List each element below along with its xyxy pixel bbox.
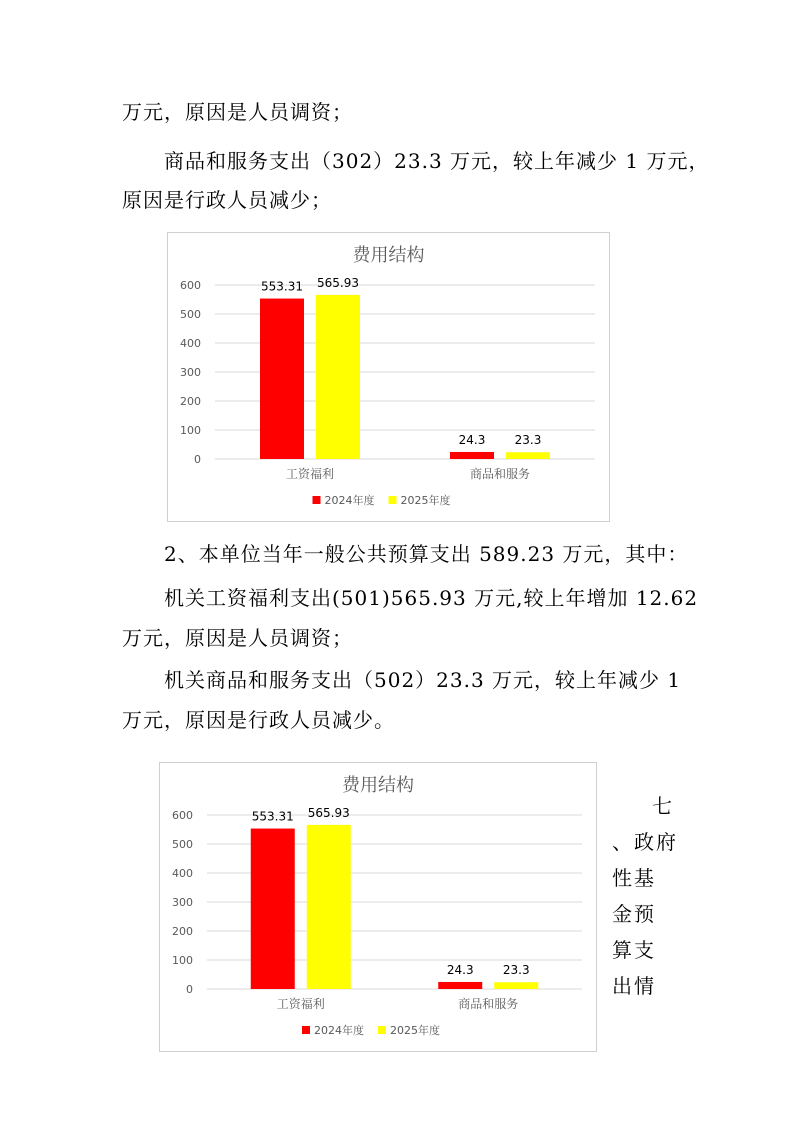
chart-title: 费用结构 xyxy=(352,245,425,266)
y-tick-label: 600 xyxy=(172,809,193,822)
bar xyxy=(450,452,494,459)
x-tick-label: 商品和服务 xyxy=(469,467,531,481)
x-tick-label: 商品和服务 xyxy=(458,997,519,1011)
data-label: 24.3 xyxy=(446,962,474,977)
bar xyxy=(260,299,304,459)
side-heading xyxy=(612,788,678,1004)
paragraph-line: 商品和服务支出（302）23.3 万元，较上年减少 1 万元， xyxy=(164,149,710,173)
bar xyxy=(438,982,482,989)
legend-swatch xyxy=(378,1026,386,1034)
legend-swatch xyxy=(302,1026,310,1034)
paragraph-line: 万元，原因是行政人员减少。 xyxy=(122,708,395,732)
x-tick-label: 工资福利 xyxy=(276,997,325,1011)
data-label: 23.3 xyxy=(502,963,530,978)
y-tick-label: 200 xyxy=(172,925,193,938)
bar xyxy=(316,295,360,459)
y-tick-label: 300 xyxy=(172,896,193,909)
x-tick-label: 工资福利 xyxy=(285,467,335,481)
legend-swatch xyxy=(313,496,321,504)
bar xyxy=(307,825,351,989)
data-label: 565.93 xyxy=(317,275,359,290)
data-label: 565.93 xyxy=(307,805,350,820)
bar-chart-2 xyxy=(160,763,596,1051)
legend-swatch xyxy=(389,496,397,504)
y-tick-label: 200 xyxy=(180,395,201,408)
side-heading-line: 算支 xyxy=(612,938,656,962)
paragraph-line: 原因是行政人员减少； xyxy=(122,188,332,212)
y-tick-label: 500 xyxy=(180,308,201,321)
data-label: 553.31 xyxy=(251,809,294,824)
legend-label: 2024年度 xyxy=(314,1024,364,1037)
legend-label: 2025年度 xyxy=(390,1024,440,1037)
bar xyxy=(251,829,295,989)
bar xyxy=(506,452,550,459)
side-heading-line: 、政府 xyxy=(612,830,678,854)
side-heading-line: 出情 xyxy=(612,974,656,998)
paragraph-line: 2、本单位当年一般公共预算支出 589.23 万元，其中： xyxy=(164,542,689,566)
legend-label: 2024年度 xyxy=(324,494,375,507)
y-tick-label: 0 xyxy=(194,453,201,466)
side-heading-line: 性基 xyxy=(612,866,656,890)
y-tick-label: 600 xyxy=(180,279,201,292)
y-tick-label: 400 xyxy=(180,337,201,350)
y-tick-label: 500 xyxy=(172,838,193,851)
paragraph-line: 万元，原因是人员调资； xyxy=(122,626,353,650)
y-tick-label: 100 xyxy=(180,424,201,437)
paragraph-line: 万元，原因是人员调资； xyxy=(122,100,353,124)
paragraph-line: 机关工资福利支出(501)565.93 万元,较上年增加 12.62 xyxy=(164,586,699,610)
side-heading-line: 金预 xyxy=(612,902,656,926)
legend-label: 2025年度 xyxy=(400,494,451,507)
chart-figure-2 xyxy=(159,762,597,1052)
data-label: 23.3 xyxy=(514,433,542,448)
chart-title: 费用结构 xyxy=(342,775,414,796)
paragraph-line: 机关商品和服务支出（502）23.3 万元，较上年减少 1 xyxy=(164,668,682,692)
chart-figure-1 xyxy=(167,232,610,522)
y-tick-label: 100 xyxy=(172,954,193,967)
bar xyxy=(494,982,538,989)
y-tick-label: 300 xyxy=(180,366,201,379)
y-tick-label: 0 xyxy=(186,983,193,996)
data-label: 553.31 xyxy=(261,279,303,294)
data-label: 24.3 xyxy=(458,432,486,447)
side-heading-line: 七 xyxy=(652,794,674,818)
bar-chart-1 xyxy=(168,233,609,521)
y-tick-label: 400 xyxy=(172,867,193,880)
